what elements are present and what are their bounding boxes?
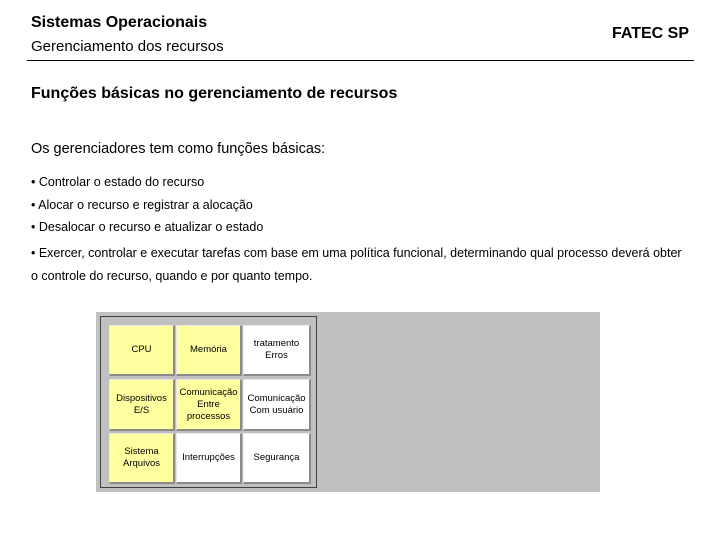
diagram-cell-seguranca: Segurança [243,433,311,484]
diagram-frame [100,316,317,488]
section-title: Funções básicas no gerenciamento de recursos [31,85,398,102]
header-divider [27,60,694,61]
diagram-cell-dispositivos-es: Dispositivos E/S [109,379,175,431]
bullet-item: • Exercer, controlar e executar tarefas com base em uma política funcional, determinando qual processo deverá obter o controle do recurso, quando e por quanto tempo. [31,246,682,283]
diagram-cell-tratamento-erros: tratamento Erros [243,325,311,376]
bullet-item: • Controlar o estado do recurso [31,175,205,189]
diagram-cell-comunicacao-com-usuario: Comunicação Com usuário [243,379,311,431]
header-subtitle: Gerenciamento dos recursos [31,38,224,55]
resources-diagram [96,312,600,492]
header-organization: FATEC SP [611,25,689,42]
header-title: Sistemas Operacionais [31,14,208,31]
diagram-cell-sistema-arquivos: Sistema Arquivos [109,433,175,484]
intro-text: Os gerenciadores tem como funções básicas: [31,141,326,157]
diagram-cell-cpu: CPU [109,325,175,376]
bullet-item: • Alocar o recurso e registrar a alocação [31,198,253,212]
diagram-cell-comunicacao-entre-processos: Comunicação Entre processos [176,379,242,431]
diagram-cell-interrupcoes: Interrupções [176,433,242,484]
bullet-item: • Desalocar o recurso e atualizar o estado [31,220,264,234]
diagram-cell-memoria: Memória [176,325,242,376]
